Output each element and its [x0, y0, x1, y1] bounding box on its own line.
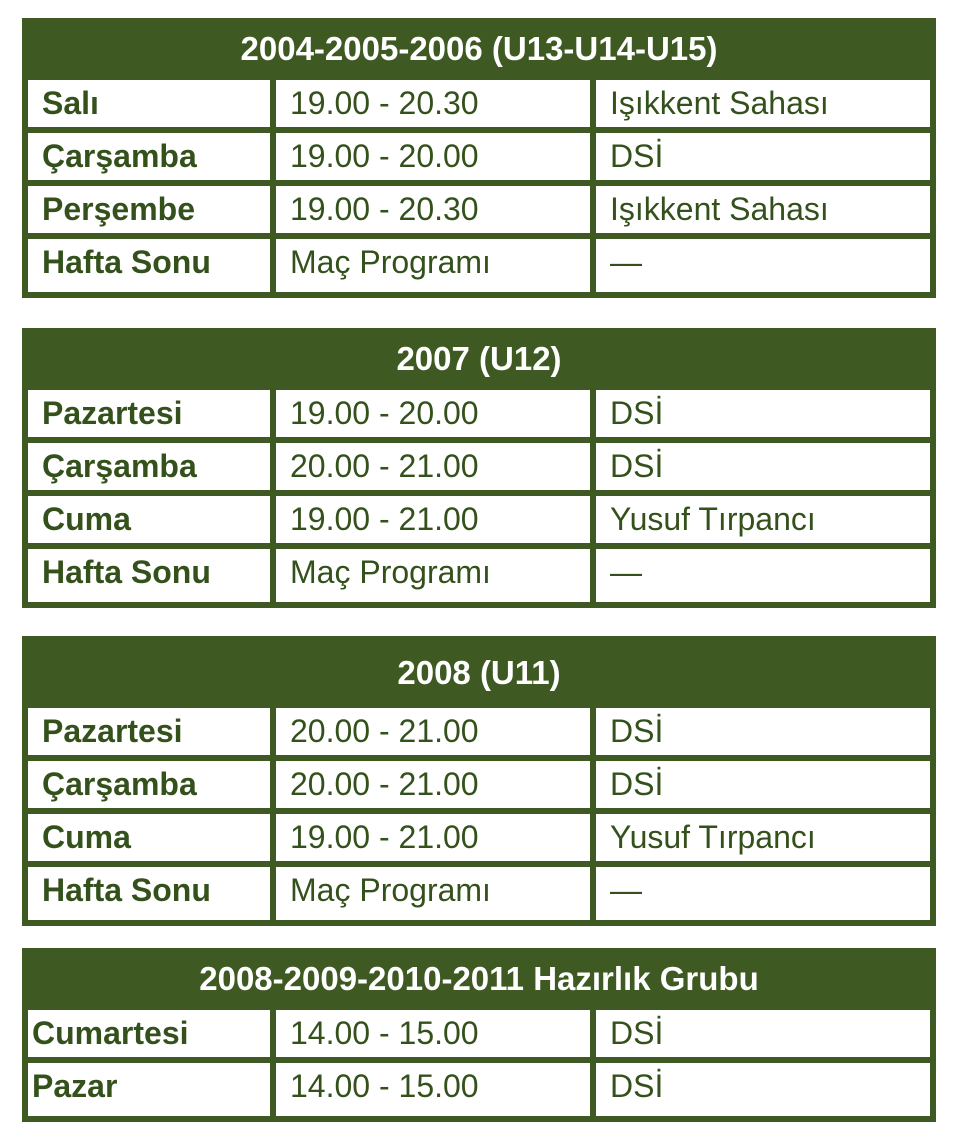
- time-cell: 20.00 - 21.00: [276, 708, 590, 755]
- schedule-table: [22, 328, 936, 608]
- schedule-title: 2008-2009-2010-2011 Hazırlık Grubu: [199, 960, 759, 997]
- table-row: [28, 549, 930, 602]
- table-row: [28, 1063, 930, 1116]
- day-cell: Pazartesi: [28, 708, 270, 755]
- time-cell: 19.00 - 20.30: [276, 80, 590, 127]
- day-cell: Salı: [28, 80, 270, 127]
- table-row: [28, 867, 930, 920]
- table-row: [28, 390, 930, 443]
- day-cell: Cumartesi: [28, 1010, 270, 1057]
- place-cell: DSİ: [596, 133, 930, 180]
- time-cell: 19.00 - 21.00: [276, 814, 590, 861]
- time-cell: Maç Programı: [276, 867, 590, 920]
- time-cell: 19.00 - 21.00: [276, 496, 590, 543]
- schedule-table: [22, 18, 936, 298]
- day-cell: Pazar: [28, 1063, 270, 1116]
- time-cell: 19.00 - 20.00: [276, 133, 590, 180]
- day-cell: Cuma: [28, 496, 270, 543]
- place-cell: Yusuf Tırpancı: [596, 496, 930, 543]
- schedule-title: 2007 (U12): [396, 340, 562, 377]
- time-cell: 20.00 - 21.00: [276, 443, 590, 490]
- place-cell: —: [596, 867, 930, 920]
- day-cell: Perşembe: [28, 186, 270, 233]
- place-cell: DSİ: [596, 1010, 930, 1057]
- time-cell: 20.00 - 21.00: [276, 761, 590, 808]
- place-cell: DSİ: [596, 761, 930, 808]
- day-cell: Pazartesi: [28, 390, 270, 437]
- table-row: [28, 814, 930, 867]
- place-cell: —: [596, 239, 930, 292]
- table-row: [28, 186, 930, 239]
- table-row: [28, 443, 930, 496]
- table-row: [28, 1010, 930, 1063]
- place-cell: DSİ: [596, 1063, 930, 1116]
- table-row: [28, 708, 930, 761]
- day-cell: Hafta Sonu: [28, 867, 270, 920]
- place-cell: DSİ: [596, 390, 930, 437]
- time-cell: 19.00 - 20.00: [276, 390, 590, 437]
- table-row: [28, 133, 930, 186]
- day-cell: Hafta Sonu: [28, 549, 270, 602]
- schedule-table: [22, 636, 936, 926]
- day-cell: Çarşamba: [28, 443, 270, 490]
- place-cell: DSİ: [596, 443, 930, 490]
- place-cell: DSİ: [596, 708, 930, 755]
- schedule-table: [22, 948, 936, 1122]
- time-cell: 14.00 - 15.00: [276, 1010, 590, 1057]
- day-cell: Çarşamba: [28, 133, 270, 180]
- place-cell: Yusuf Tırpancı: [596, 814, 930, 861]
- day-cell: Çarşamba: [28, 761, 270, 808]
- table-row: [28, 496, 930, 549]
- time-cell: 19.00 - 20.30: [276, 186, 590, 233]
- table-row: [28, 761, 930, 814]
- place-cell: —: [596, 549, 930, 602]
- place-cell: Işıkkent Sahası: [596, 186, 930, 233]
- day-cell: Cuma: [28, 814, 270, 861]
- schedule-title: 2004-2005-2006 (U13-U14-U15): [240, 30, 718, 67]
- table-row: [28, 239, 930, 292]
- time-cell: Maç Programı: [276, 239, 590, 292]
- time-cell: Maç Programı: [276, 549, 590, 602]
- place-cell: Işıkkent Sahası: [596, 80, 930, 127]
- day-cell: Hafta Sonu: [28, 239, 270, 292]
- time-cell: 14.00 - 15.00: [276, 1063, 590, 1116]
- schedule-title: 2008 (U11): [397, 654, 561, 691]
- table-row: [28, 80, 930, 133]
